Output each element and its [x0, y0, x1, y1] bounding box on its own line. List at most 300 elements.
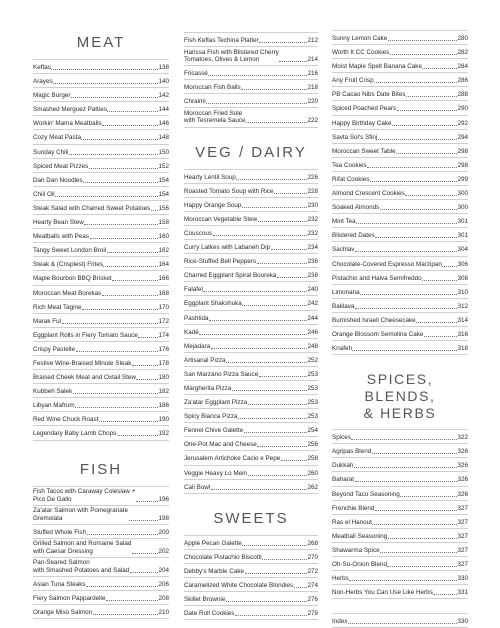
dot-leader — [396, 145, 457, 154]
toc-entry — [332, 444, 468, 458]
entry-page-number: 208 — [158, 595, 169, 603]
entry-page-number: 330 — [457, 618, 468, 626]
dot-leader — [374, 75, 457, 84]
entry-list-fish — [33, 486, 169, 620]
toc-entry — [332, 242, 468, 256]
section-title-spices-blends-herbs: SPICES, BLENDS, & HERBS — [363, 371, 437, 422]
entry-page-number: 327 — [457, 546, 468, 554]
toc-entry — [33, 577, 169, 591]
dot-leader — [271, 242, 307, 251]
entry-title: Asian Tuna Steaks — [33, 581, 86, 588]
toc-entry — [184, 423, 318, 437]
dot-leader — [257, 256, 307, 265]
entry-title: Chraimi — [184, 98, 206, 106]
dot-leader — [242, 298, 307, 307]
entry-page-number: 300 — [457, 190, 468, 198]
entry-title: Pistachio and Halva Semifreddo — [332, 274, 422, 282]
entry-page-number: 220 — [307, 98, 318, 106]
entry-title: Tea Cookies — [332, 161, 367, 169]
dot-leader — [62, 315, 158, 324]
entry-title: Couscous — [184, 229, 213, 237]
dot-leader — [356, 216, 457, 225]
entry-page-number: 242 — [307, 300, 318, 308]
dot-leader — [76, 343, 158, 352]
toc-entry — [332, 313, 468, 327]
dot-leader — [203, 284, 307, 293]
entry-page-number: 160 — [158, 233, 169, 241]
toc-entry — [33, 257, 169, 271]
toc-entry — [332, 341, 468, 355]
dot-leader — [248, 397, 307, 406]
entry-title: Chocolate-Covered Espresso Marzipan — [332, 260, 442, 268]
toc-entry — [332, 271, 468, 285]
toc-entry — [33, 229, 169, 243]
entry-page-number: 327 — [457, 518, 468, 526]
entry-page-number: 310 — [457, 288, 468, 296]
dot-leader — [388, 530, 457, 539]
toc-entry — [184, 212, 318, 226]
entry-title: Orange Miso Salmon — [33, 609, 93, 617]
toc-entry — [184, 367, 318, 381]
entry-page-number: 327 — [457, 504, 468, 512]
entry-title: Pan-Seared Salmon with Smashed Potatoes and Salad — [33, 559, 130, 574]
entry-title: Steak Salad with Charred Sweet Potatoes — [33, 204, 151, 212]
toc-entry — [184, 592, 318, 606]
dot-leader — [349, 573, 457, 582]
toc-entry — [184, 184, 318, 198]
dot-leader — [132, 357, 158, 366]
toc-entry — [332, 557, 468, 571]
toc-entry — [33, 102, 169, 116]
entry-title: Sunday Chili — [33, 148, 69, 156]
dot-leader — [89, 160, 158, 169]
dot-leader — [259, 368, 307, 377]
dot-leader — [102, 118, 158, 127]
entry-title: Harissa Fish with Blistered Cherry Tomatoes, Olives & Lemon — [184, 48, 279, 64]
toc-entry — [332, 172, 468, 186]
dot-leader — [277, 270, 307, 279]
toc-entry — [332, 487, 468, 501]
entry-title: Mint Tea — [332, 218, 356, 226]
entry-title: Veggie Heavy Lo Mein — [184, 469, 248, 477]
dot-leader — [422, 272, 457, 281]
entry-page-number: 260 — [307, 469, 318, 477]
toc-entry — [332, 214, 468, 228]
toc-entry — [184, 606, 318, 620]
entry-page-number: 140 — [158, 78, 169, 86]
entry-title: Dan Dan Noodles — [33, 176, 83, 184]
entry-list-index — [332, 613, 468, 628]
dot-leader — [245, 565, 307, 574]
dot-leader — [226, 354, 307, 363]
entry-title: Soaked Almonds — [332, 204, 380, 212]
entry-page-number: 232 — [307, 215, 318, 223]
section-title-veg-dairy: VEG / DAIRY — [195, 143, 307, 161]
dot-leader — [83, 174, 158, 183]
entry-page-number: 300 — [457, 204, 468, 212]
entry-title: Steak & (Crispiest) Frites — [33, 261, 103, 269]
toc-entry — [184, 550, 318, 564]
entry-title: Orange Blossom Semolina Cake — [332, 330, 424, 338]
toc-entry — [33, 525, 169, 539]
entry-page-number: 318 — [457, 345, 468, 353]
dot-leader — [354, 460, 457, 469]
dot-leader — [87, 526, 158, 535]
entry-page-number: 200 — [158, 528, 169, 536]
entry-title: Meatball Seasoning — [332, 532, 388, 540]
entry-page-number: 258 — [307, 455, 318, 463]
entry-title: Moroccan Meat Borekas — [33, 289, 102, 297]
entry-page-number: 162 — [158, 247, 169, 255]
toc-entry — [184, 480, 318, 494]
entry-title: Eggplant Rolls in Fiery Tomato Sauce — [33, 331, 138, 339]
toc-entry — [332, 529, 468, 543]
entry-title: Agripas Blend — [332, 448, 372, 456]
dot-leader — [226, 594, 307, 603]
dot-leader — [442, 258, 457, 267]
entry-title: Oh-So-Onion Blend — [332, 561, 387, 568]
dot-leader — [81, 132, 158, 141]
entry-title: Workin' Mama Meatballs — [33, 120, 102, 128]
entry-title: Moist Maple Spelt Banana Cake — [332, 63, 422, 71]
entry-page-number: 312 — [457, 302, 468, 310]
entry-title: Eggplant Shakshuka — [184, 300, 242, 308]
entry-list-meat — [33, 59, 169, 441]
entry-title: Maple Bourbon BBQ Brisket — [33, 275, 112, 283]
toc-entry — [33, 300, 169, 314]
dot-leader — [422, 61, 457, 70]
entry-page-number: 308 — [457, 274, 468, 282]
toc-entry — [184, 169, 318, 184]
dot-leader — [375, 230, 457, 239]
toc-entry — [332, 200, 468, 214]
dot-leader — [375, 502, 457, 511]
entry-page-number: 326 — [457, 490, 468, 498]
entry-page-number: 316 — [457, 330, 468, 338]
toc-entry — [332, 543, 468, 557]
toc-entry — [184, 282, 318, 296]
toc-entry — [184, 409, 318, 423]
toc-entry — [184, 296, 318, 310]
entry-page-number: 164 — [158, 261, 169, 269]
entry-page-number: 240 — [307, 286, 318, 294]
dot-leader — [211, 340, 307, 349]
toc-entry — [332, 87, 468, 101]
entry-page-number: 298 — [457, 147, 468, 155]
toc-entry — [184, 564, 318, 578]
toc-entry — [33, 74, 169, 88]
toc-entry — [33, 286, 169, 300]
toc-entry — [332, 228, 468, 242]
entry-title: Chili Oil — [33, 190, 55, 198]
dot-leader — [370, 173, 457, 182]
entry-title: Apple Pecan Galette — [184, 539, 242, 547]
entry-page-number: 214 — [307, 56, 318, 64]
toc-entry — [332, 116, 468, 130]
entry-page-number: 174 — [158, 331, 169, 339]
dot-leader — [73, 386, 158, 395]
dot-leader — [51, 62, 158, 71]
dot-leader — [136, 493, 158, 502]
toc-entry — [33, 486, 169, 506]
entry-page-number: 301 — [457, 232, 468, 240]
column-middle — [184, 32, 318, 620]
entry-title: Marak Ful — [33, 317, 61, 325]
entry-page-number: 301 — [457, 218, 468, 226]
entry-title: Moroccan Fried Sole with Tesremela Sauce — [184, 109, 246, 125]
toc-entry — [184, 47, 318, 66]
entry-title: Crispy Pastelle — [33, 345, 75, 353]
dot-leader — [378, 131, 457, 140]
toc-entry — [33, 370, 169, 384]
entry-page-number: 252 — [307, 356, 318, 364]
toc-entry — [332, 101, 468, 115]
entry-page-number: 158 — [158, 219, 169, 227]
toc-entry — [332, 585, 468, 599]
dot-leader — [367, 159, 457, 168]
entry-title: Shawarma Spice — [332, 546, 380, 554]
entry-page-number: 192 — [158, 430, 169, 438]
dot-leader — [259, 35, 307, 44]
entry-title: Smashed Merguez Patties — [33, 106, 107, 114]
toc-entry — [332, 59, 468, 73]
dot-leader — [238, 411, 307, 420]
toc-entry — [33, 591, 169, 605]
toc-entry — [184, 80, 318, 94]
entry-page-number: 144 — [158, 106, 169, 114]
dot-leader — [397, 103, 457, 112]
toc-entry — [332, 613, 468, 628]
entry-page-number: 262 — [307, 483, 318, 491]
entry-title: Fish Tacos with Caraway Coleslaw + Pico De Gallo — [33, 488, 136, 503]
toc-entry — [33, 558, 169, 577]
entry-page-number: 286 — [457, 77, 468, 85]
entry-page-number: 272 — [307, 567, 318, 575]
entry-title: Libyan Mafrum — [33, 402, 75, 410]
dot-leader — [348, 616, 457, 625]
toc-entry — [184, 226, 318, 240]
entry-title: Magic Burger — [33, 92, 71, 100]
entry-page-number: 142 — [158, 92, 169, 100]
entry-page-number: 284 — [457, 63, 468, 71]
entry-page-number: 331 — [457, 589, 468, 597]
section-title-meat: MEAT — [76, 34, 126, 51]
dot-leader — [69, 146, 158, 155]
entry-title: Mejadara — [184, 342, 211, 350]
entry-title: Margherita Pizza — [184, 384, 232, 392]
toc-entry — [33, 116, 169, 130]
entry-page-number: 278 — [307, 610, 318, 618]
toc-entry — [33, 426, 169, 440]
dot-leader — [257, 439, 307, 448]
toc-entry — [184, 578, 318, 592]
entry-title: Sachlav — [332, 246, 355, 254]
dot-leader — [213, 227, 307, 236]
toc-entry — [33, 130, 169, 144]
entry-page-number: 306 — [457, 260, 468, 268]
entry-title: Burnished Israeli Cheesecake — [332, 316, 416, 324]
dot-leader — [138, 329, 158, 338]
dot-leader — [380, 544, 457, 553]
entry-title: Rice-Stuffed Bell Peppers — [184, 258, 256, 266]
entry-page-number: 327 — [457, 532, 468, 540]
entry-title: Moroccan Sweet Table — [332, 147, 396, 155]
dot-leader — [294, 580, 307, 589]
dot-leader — [355, 244, 457, 253]
toc-entry — [332, 515, 468, 529]
entry-title: Meatballs with Peas — [33, 233, 89, 241]
entry-page-number: 282 — [457, 49, 468, 57]
dot-leader — [117, 428, 158, 437]
dot-leader — [107, 245, 158, 254]
dot-leader — [112, 273, 158, 282]
dot-leader — [71, 90, 158, 99]
toc-entry — [184, 325, 318, 339]
dot-leader — [355, 474, 457, 483]
entry-title: Fennel Chive Galette — [184, 427, 244, 435]
toc-entry — [332, 571, 468, 585]
entry-page-number: 210 — [158, 609, 169, 617]
toc-entry — [332, 45, 468, 59]
dot-leader — [281, 453, 307, 462]
entry-page-number: 226 — [307, 173, 318, 181]
dot-leader — [360, 286, 457, 295]
entry-title: Happy Birthday Cake — [332, 119, 392, 127]
dot-leader — [405, 188, 457, 197]
entry-title: Fricassé — [184, 70, 208, 78]
toc-entry — [33, 412, 169, 426]
entry-page-number: 148 — [158, 134, 169, 142]
entry-page-number: 228 — [307, 187, 318, 195]
entry-page-number: 330 — [457, 575, 468, 583]
dot-leader — [242, 537, 307, 546]
entry-title: Cali Bowl — [184, 483, 211, 491]
dot-leader — [107, 104, 158, 113]
dot-leader — [211, 481, 307, 490]
dot-leader — [136, 372, 158, 381]
dot-leader — [241, 82, 307, 91]
entry-page-number: 172 — [158, 317, 169, 325]
dot-leader — [235, 608, 307, 617]
toc-entry — [184, 535, 318, 550]
entry-page-number: 326 — [457, 462, 468, 470]
entry-title: Frenchie Blend — [332, 504, 375, 512]
dot-leader — [132, 545, 158, 554]
section-title-fish: FISH — [79, 460, 123, 478]
dot-leader — [388, 33, 457, 42]
entry-list-fish-continued — [184, 32, 318, 128]
dot-leader — [258, 213, 307, 222]
dot-leader — [242, 199, 307, 208]
entry-title: Any Fruit Crisp — [332, 77, 374, 85]
toc-entry — [184, 451, 318, 465]
entry-page-number: 274 — [307, 582, 318, 589]
toc-entry — [332, 458, 468, 472]
entry-page-number: 298 — [457, 161, 468, 169]
entry-title: Debby's Marble Cake — [184, 567, 244, 575]
toc-entry — [184, 240, 318, 254]
dot-leader — [55, 188, 158, 197]
entry-title: Curry Latkes with Labaneh Dip — [184, 244, 271, 252]
toc-entry — [33, 145, 169, 159]
entry-title: Pashtida — [184, 314, 209, 322]
toc-entry — [332, 285, 468, 299]
toc-entry — [184, 339, 318, 353]
entry-title: Sunny Lemon Cake — [332, 35, 388, 42]
dot-leader — [106, 593, 158, 602]
entry-title: Za'atar Salmon with Pomegranate Gremolata — [33, 507, 129, 522]
entry-page-number: 268 — [307, 539, 318, 547]
entry-title: Herbs — [332, 575, 349, 583]
entry-title: Stuffed Whole Fish — [33, 528, 87, 536]
entry-title: Ras el Hanout — [332, 518, 372, 526]
dot-leader — [262, 551, 307, 560]
dot-leader — [53, 76, 158, 85]
toc-entry — [33, 201, 169, 215]
entry-page-number: 253 — [307, 370, 318, 378]
entry-title: Savta Sol's Sfinj — [332, 133, 378, 141]
entry-page-number: 150 — [158, 148, 169, 156]
entry-page-number: 253 — [307, 384, 318, 392]
entry-title: Roasted Tomato Soup with Rice — [184, 187, 274, 195]
entry-title: Cozy Meat Pasta — [33, 134, 81, 142]
entry-page-number: 180 — [158, 374, 169, 382]
entry-page-number: 234 — [307, 244, 318, 252]
dot-leader — [279, 54, 307, 63]
toc-entry — [33, 173, 169, 187]
dot-leader — [130, 564, 158, 573]
section-title-sweets: SWEETS — [213, 509, 289, 527]
entry-title: Spicy Bianca Pizza — [184, 413, 238, 421]
entry-page-number: 232 — [307, 229, 318, 237]
toc-entry — [33, 59, 169, 74]
dot-leader — [99, 414, 158, 423]
entry-page-number: 290 — [457, 105, 468, 113]
entry-title: PB Cacao Nibs Date Bites — [332, 91, 406, 99]
entry-title: Spices — [332, 434, 351, 442]
toc-entry — [184, 66, 318, 80]
toc-entry — [184, 466, 318, 480]
dot-leader — [84, 217, 158, 226]
entry-page-number: 276 — [307, 596, 318, 604]
entry-title: Baharat — [332, 476, 355, 484]
entry-page-number: 146 — [158, 120, 169, 128]
entry-page-number: 327 — [457, 561, 468, 568]
entry-page-number: 154 — [158, 190, 169, 198]
entry-list-spices — [332, 429, 468, 599]
dot-leader — [90, 231, 158, 240]
entry-page-number: 212 — [307, 37, 318, 44]
toc-entry — [332, 186, 468, 200]
toc-entry — [33, 314, 169, 328]
entry-page-number: 154 — [158, 176, 169, 184]
entry-page-number: 190 — [158, 416, 169, 424]
dot-leader — [424, 328, 457, 337]
entry-title: Hearty Bean Stew — [33, 219, 84, 227]
toc-entry — [184, 108, 318, 127]
entry-page-number: 168 — [158, 289, 169, 297]
entry-list-sweets — [184, 535, 318, 621]
entry-page-number: 218 — [307, 84, 318, 92]
entry-page-number: 216 — [307, 70, 318, 78]
entry-list-veg-dairy — [184, 169, 318, 494]
entry-title: Moroccan Fish Balls — [184, 84, 241, 92]
entry-page-number: 186 — [158, 402, 169, 410]
entry-title: Almond Crescent Cookies — [332, 190, 405, 198]
entry-title: Grilled Salmon and Romaine Salad with Caesar Dressing — [33, 540, 132, 555]
toc-entry — [33, 384, 169, 398]
entry-page-number: 253 — [307, 399, 318, 407]
